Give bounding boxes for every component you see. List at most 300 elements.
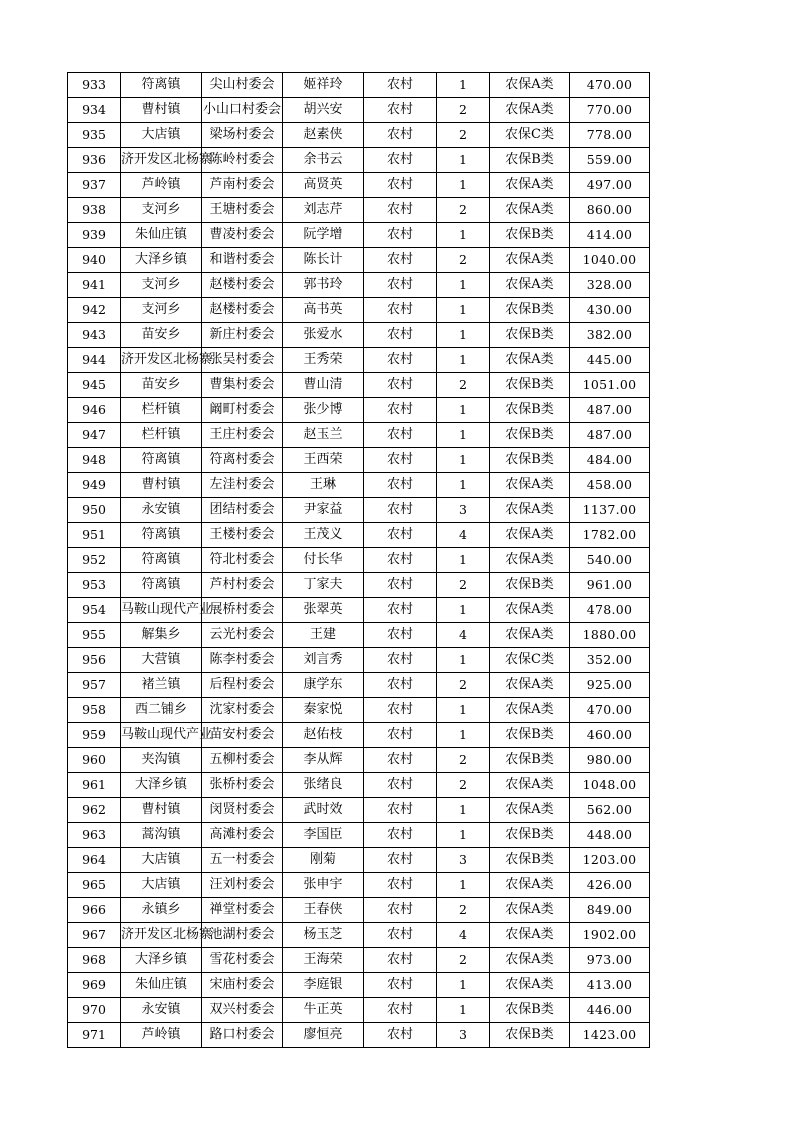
- amount-cell: 559.00: [570, 148, 650, 173]
- township-cell: 支河乡: [121, 273, 202, 298]
- amount-cell: 470.00: [570, 73, 650, 98]
- household-size-cell: 4: [437, 523, 490, 548]
- household-type-cell: 农村: [364, 473, 437, 498]
- township-cell: 永安镇: [121, 998, 202, 1023]
- household-type-cell: 农村: [364, 748, 437, 773]
- insurance-category-cell: 农保B类: [490, 723, 570, 748]
- table-row: [68, 98, 650, 123]
- insurance-category-cell: 农保A类: [490, 673, 570, 698]
- household-type-cell: 农村: [364, 273, 437, 298]
- recipient-name-cell: 曹山清: [283, 373, 364, 398]
- household-size-cell: 1: [437, 473, 490, 498]
- village-committee-cell: 符北村委会: [202, 548, 283, 573]
- recipient-name-cell: 王海荣: [283, 948, 364, 973]
- recipient-name-cell: 杨玉芝: [283, 923, 364, 948]
- serial-number-cell: 966: [68, 898, 121, 923]
- household-size-cell: 2: [437, 573, 490, 598]
- insurance-category-cell: 农保A类: [490, 173, 570, 198]
- township-cell: 朱仙庄镇: [121, 973, 202, 998]
- household-size-cell: 4: [437, 923, 490, 948]
- township-cell: 芦岭镇: [121, 173, 202, 198]
- household-type-cell: 农村: [364, 423, 437, 448]
- village-committee-cell: 尖山村委会: [202, 73, 283, 98]
- serial-number-cell: 950: [68, 498, 121, 523]
- serial-number-cell: 938: [68, 198, 121, 223]
- village-committee-cell: 陈岭村委会: [202, 148, 283, 173]
- recipient-name-cell: 高贤英: [283, 173, 364, 198]
- serial-number-cell: 933: [68, 73, 121, 98]
- household-type-cell: 农村: [364, 498, 437, 523]
- insurance-category-cell: 农保B类: [490, 423, 570, 448]
- recipient-name-cell: 张绪良: [283, 773, 364, 798]
- insurance-category-cell: 农保A类: [490, 598, 570, 623]
- table-row: [68, 148, 650, 173]
- township-cell: 西二铺乡: [121, 698, 202, 723]
- relief-roster-table: [67, 72, 650, 1048]
- amount-cell: 328.00: [570, 273, 650, 298]
- table-row: [68, 848, 650, 873]
- household-type-cell: 农村: [364, 73, 437, 98]
- amount-cell: 1048.00: [570, 773, 650, 798]
- village-committee-cell: 雪花村委会: [202, 948, 283, 973]
- township-cell: 马鞍山现代产业: [121, 598, 202, 623]
- recipient-name-cell: 王西荣: [283, 448, 364, 473]
- amount-cell: 478.00: [570, 598, 650, 623]
- recipient-name-cell: 刘志芹: [283, 198, 364, 223]
- amount-cell: 849.00: [570, 898, 650, 923]
- township-cell: 符离镇: [121, 573, 202, 598]
- table-row: [68, 798, 650, 823]
- insurance-category-cell: 农保A类: [490, 273, 570, 298]
- recipient-name-cell: 张少博: [283, 398, 364, 423]
- household-type-cell: 农村: [364, 248, 437, 273]
- serial-number-cell: 967: [68, 923, 121, 948]
- household-size-cell: 2: [437, 948, 490, 973]
- serial-number-cell: 965: [68, 873, 121, 898]
- township-cell: 符离镇: [121, 448, 202, 473]
- recipient-name-cell: 王春侠: [283, 898, 364, 923]
- household-size-cell: 1: [437, 223, 490, 248]
- amount-cell: 413.00: [570, 973, 650, 998]
- amount-cell: 487.00: [570, 398, 650, 423]
- serial-number-cell: 936: [68, 148, 121, 173]
- household-size-cell: 1: [437, 973, 490, 998]
- insurance-category-cell: 农保A类: [490, 498, 570, 523]
- village-committee-cell: 沈家村委会: [202, 698, 283, 723]
- village-committee-cell: 赵楼村委会: [202, 273, 283, 298]
- serial-number-cell: 934: [68, 98, 121, 123]
- recipient-name-cell: 尹家益: [283, 498, 364, 523]
- serial-number-cell: 960: [68, 748, 121, 773]
- household-type-cell: 农村: [364, 698, 437, 723]
- insurance-category-cell: 农保A类: [490, 623, 570, 648]
- serial-number-cell: 953: [68, 573, 121, 598]
- amount-cell: 980.00: [570, 748, 650, 773]
- township-cell: 蒿沟镇: [121, 823, 202, 848]
- household-size-cell: 1: [437, 698, 490, 723]
- household-type-cell: 农村: [364, 673, 437, 698]
- serial-number-cell: 952: [68, 548, 121, 573]
- recipient-name-cell: 郭书玲: [283, 273, 364, 298]
- household-size-cell: 1: [437, 723, 490, 748]
- table-row: [68, 373, 650, 398]
- household-size-cell: 1: [437, 423, 490, 448]
- table-row: [68, 223, 650, 248]
- village-committee-cell: 符离村委会: [202, 448, 283, 473]
- insurance-category-cell: 农保A类: [490, 898, 570, 923]
- household-type-cell: 农村: [364, 223, 437, 248]
- village-committee-cell: 高滩村委会: [202, 823, 283, 848]
- household-type-cell: 农村: [364, 323, 437, 348]
- recipient-name-cell: 秦家悦: [283, 698, 364, 723]
- village-committee-cell: 张桥村委会: [202, 773, 283, 798]
- household-type-cell: 农村: [364, 448, 437, 473]
- township-cell: 曹村镇: [121, 98, 202, 123]
- township-cell: 永安镇: [121, 498, 202, 523]
- table-row: [68, 73, 650, 98]
- recipient-name-cell: 余书云: [283, 148, 364, 173]
- table-row: [68, 998, 650, 1023]
- amount-cell: 445.00: [570, 348, 650, 373]
- household-type-cell: 农村: [364, 348, 437, 373]
- village-committee-cell: 云光村委会: [202, 623, 283, 648]
- household-type-cell: 农村: [364, 573, 437, 598]
- table-row: [68, 273, 650, 298]
- amount-cell: 770.00: [570, 98, 650, 123]
- serial-number-cell: 939: [68, 223, 121, 248]
- recipient-name-cell: 王秀荣: [283, 348, 364, 373]
- recipient-name-cell: 张翠英: [283, 598, 364, 623]
- household-size-cell: 2: [437, 673, 490, 698]
- table-row: [68, 573, 650, 598]
- insurance-category-cell: 农保A类: [490, 248, 570, 273]
- amount-cell: 458.00: [570, 473, 650, 498]
- insurance-category-cell: 农保A类: [490, 948, 570, 973]
- village-committee-cell: 展桥村委会: [202, 598, 283, 623]
- serial-number-cell: 954: [68, 598, 121, 623]
- amount-cell: 1040.00: [570, 248, 650, 273]
- recipient-name-cell: 王建: [283, 623, 364, 648]
- recipient-name-cell: 阮学增: [283, 223, 364, 248]
- table-row: [68, 173, 650, 198]
- recipient-name-cell: 刚菊: [283, 848, 364, 873]
- recipient-name-cell: 赵佑枝: [283, 723, 364, 748]
- serial-number-cell: 963: [68, 823, 121, 848]
- table-row: [68, 323, 650, 348]
- household-size-cell: 3: [437, 1023, 490, 1048]
- serial-number-cell: 962: [68, 798, 121, 823]
- village-committee-cell: 陈李村委会: [202, 648, 283, 673]
- insurance-category-cell: 农保B类: [490, 848, 570, 873]
- household-size-cell: 4: [437, 623, 490, 648]
- insurance-category-cell: 农保B类: [490, 323, 570, 348]
- household-type-cell: 农村: [364, 648, 437, 673]
- recipient-name-cell: 王茂义: [283, 523, 364, 548]
- household-size-cell: 2: [437, 123, 490, 148]
- household-size-cell: 1: [437, 173, 490, 198]
- table-row: [68, 398, 650, 423]
- household-size-cell: 2: [437, 773, 490, 798]
- recipient-name-cell: 武时效: [283, 798, 364, 823]
- insurance-category-cell: 农保A类: [490, 698, 570, 723]
- insurance-category-cell: 农保A类: [490, 973, 570, 998]
- township-cell: 济开发区北杨寨: [121, 348, 202, 373]
- recipient-name-cell: 李从辉: [283, 748, 364, 773]
- household-type-cell: 农村: [364, 873, 437, 898]
- table-row: [68, 123, 650, 148]
- serial-number-cell: 945: [68, 373, 121, 398]
- household-size-cell: 1: [437, 648, 490, 673]
- household-size-cell: 1: [437, 298, 490, 323]
- village-committee-cell: 闵贤村委会: [202, 798, 283, 823]
- household-type-cell: 农村: [364, 373, 437, 398]
- village-committee-cell: 曹凌村委会: [202, 223, 283, 248]
- amount-cell: 1137.00: [570, 498, 650, 523]
- village-committee-cell: 小山口村委会: [202, 98, 283, 123]
- serial-number-cell: 958: [68, 698, 121, 723]
- township-cell: 大泽乡镇: [121, 948, 202, 973]
- township-cell: 夹沟镇: [121, 748, 202, 773]
- amount-cell: 1423.00: [570, 1023, 650, 1048]
- serial-number-cell: 970: [68, 998, 121, 1023]
- household-size-cell: 1: [437, 548, 490, 573]
- amount-cell: 1051.00: [570, 373, 650, 398]
- serial-number-cell: 946: [68, 398, 121, 423]
- village-committee-cell: 禅堂村委会: [202, 898, 283, 923]
- amount-cell: 973.00: [570, 948, 650, 973]
- serial-number-cell: 956: [68, 648, 121, 673]
- table-row: [68, 948, 650, 973]
- insurance-category-cell: 农保B类: [490, 298, 570, 323]
- recipient-name-cell: 王琳: [283, 473, 364, 498]
- serial-number-cell: 968: [68, 948, 121, 973]
- village-committee-cell: 宋庙村委会: [202, 973, 283, 998]
- household-size-cell: 2: [437, 198, 490, 223]
- village-committee-cell: 左洼村委会: [202, 473, 283, 498]
- village-committee-cell: 新庄村委会: [202, 323, 283, 348]
- amount-cell: 426.00: [570, 873, 650, 898]
- household-type-cell: 农村: [364, 773, 437, 798]
- township-cell: 大店镇: [121, 873, 202, 898]
- recipient-name-cell: 高书英: [283, 298, 364, 323]
- insurance-category-cell: 农保B类: [490, 823, 570, 848]
- amount-cell: 961.00: [570, 573, 650, 598]
- amount-cell: 484.00: [570, 448, 650, 473]
- township-cell: 符离镇: [121, 73, 202, 98]
- insurance-category-cell: 农保A类: [490, 198, 570, 223]
- household-type-cell: 农村: [364, 623, 437, 648]
- amount-cell: 430.00: [570, 298, 650, 323]
- household-type-cell: 农村: [364, 973, 437, 998]
- household-size-cell: 2: [437, 748, 490, 773]
- recipient-name-cell: 陈长计: [283, 248, 364, 273]
- household-size-cell: 1: [437, 73, 490, 98]
- village-committee-cell: 赵楼村委会: [202, 298, 283, 323]
- table-row: [68, 648, 650, 673]
- household-size-cell: 1: [437, 323, 490, 348]
- serial-number-cell: 971: [68, 1023, 121, 1048]
- insurance-category-cell: 农保A类: [490, 548, 570, 573]
- township-cell: 大泽乡镇: [121, 773, 202, 798]
- household-type-cell: 农村: [364, 723, 437, 748]
- insurance-category-cell: 农保B类: [490, 1023, 570, 1048]
- table-row: [68, 898, 650, 923]
- township-cell: 朱仙庄镇: [121, 223, 202, 248]
- serial-number-cell: 937: [68, 173, 121, 198]
- insurance-category-cell: 农保B类: [490, 373, 570, 398]
- insurance-category-cell: 农保B类: [490, 998, 570, 1023]
- insurance-category-cell: 农保B类: [490, 448, 570, 473]
- table-row: [68, 623, 650, 648]
- household-size-cell: 1: [437, 273, 490, 298]
- township-cell: 曹村镇: [121, 473, 202, 498]
- serial-number-cell: 957: [68, 673, 121, 698]
- township-cell: 栏杆镇: [121, 423, 202, 448]
- village-committee-cell: 曹集村委会: [202, 373, 283, 398]
- township-cell: 褚兰镇: [121, 673, 202, 698]
- recipient-name-cell: 胡兴安: [283, 98, 364, 123]
- household-type-cell: 农村: [364, 98, 437, 123]
- household-type-cell: 农村: [364, 823, 437, 848]
- household-size-cell: 2: [437, 248, 490, 273]
- insurance-category-cell: 农保A类: [490, 923, 570, 948]
- household-type-cell: 农村: [364, 798, 437, 823]
- table-row: [68, 923, 650, 948]
- table-row: [68, 523, 650, 548]
- serial-number-cell: 955: [68, 623, 121, 648]
- recipient-name-cell: 姬祥玲: [283, 73, 364, 98]
- insurance-category-cell: 农保A类: [490, 473, 570, 498]
- household-type-cell: 农村: [364, 1023, 437, 1048]
- table-row: [68, 698, 650, 723]
- household-type-cell: 农村: [364, 123, 437, 148]
- township-cell: 永镇乡: [121, 898, 202, 923]
- insurance-category-cell: 农保A类: [490, 873, 570, 898]
- recipient-name-cell: 廖恒亮: [283, 1023, 364, 1048]
- recipient-name-cell: 付长华: [283, 548, 364, 573]
- table-row: [68, 823, 650, 848]
- recipient-name-cell: 丁家夫: [283, 573, 364, 598]
- table-row: [68, 423, 650, 448]
- amount-cell: 1203.00: [570, 848, 650, 873]
- insurance-category-cell: 农保A类: [490, 73, 570, 98]
- village-committee-cell: 后程村委会: [202, 673, 283, 698]
- table-row: [68, 473, 650, 498]
- household-size-cell: 1: [437, 348, 490, 373]
- amount-cell: 487.00: [570, 423, 650, 448]
- insurance-category-cell: 农保B类: [490, 573, 570, 598]
- village-committee-cell: 王庄村委会: [202, 423, 283, 448]
- amount-cell: 446.00: [570, 998, 650, 1023]
- serial-number-cell: 949: [68, 473, 121, 498]
- household-size-cell: 1: [437, 798, 490, 823]
- insurance-category-cell: 农保A类: [490, 773, 570, 798]
- household-size-cell: 2: [437, 98, 490, 123]
- amount-cell: 562.00: [570, 798, 650, 823]
- household-size-cell: 1: [437, 448, 490, 473]
- township-cell: 栏杆镇: [121, 398, 202, 423]
- serial-number-cell: 944: [68, 348, 121, 373]
- household-type-cell: 农村: [364, 523, 437, 548]
- table-row: [68, 723, 650, 748]
- household-type-cell: 农村: [364, 398, 437, 423]
- household-type-cell: 农村: [364, 598, 437, 623]
- village-committee-cell: 梁场村委会: [202, 123, 283, 148]
- village-committee-cell: 芦村村委会: [202, 573, 283, 598]
- household-type-cell: 农村: [364, 848, 437, 873]
- serial-number-cell: 942: [68, 298, 121, 323]
- household-type-cell: 农村: [364, 898, 437, 923]
- table-row: [68, 298, 650, 323]
- table-row: [68, 773, 650, 798]
- recipient-name-cell: 刘言秀: [283, 648, 364, 673]
- township-cell: 支河乡: [121, 198, 202, 223]
- village-committee-cell: 和谐村委会: [202, 248, 283, 273]
- amount-cell: 352.00: [570, 648, 650, 673]
- township-cell: 苗安乡: [121, 373, 202, 398]
- serial-number-cell: 961: [68, 773, 121, 798]
- village-committee-cell: 团结村委会: [202, 498, 283, 523]
- village-committee-cell: 双兴村委会: [202, 998, 283, 1023]
- township-cell: 符离镇: [121, 523, 202, 548]
- township-cell: 济开发区北杨寨: [121, 923, 202, 948]
- township-cell: 大泽乡镇: [121, 248, 202, 273]
- township-cell: 曹村镇: [121, 798, 202, 823]
- insurance-category-cell: 农保C类: [490, 123, 570, 148]
- serial-number-cell: 947: [68, 423, 121, 448]
- household-size-cell: 3: [437, 848, 490, 873]
- table-row: [68, 673, 650, 698]
- household-size-cell: 1: [437, 998, 490, 1023]
- household-size-cell: 2: [437, 898, 490, 923]
- insurance-category-cell: 农保C类: [490, 648, 570, 673]
- serial-number-cell: 943: [68, 323, 121, 348]
- recipient-name-cell: 康学东: [283, 673, 364, 698]
- recipient-name-cell: 李国臣: [283, 823, 364, 848]
- serial-number-cell: 948: [68, 448, 121, 473]
- serial-number-cell: 959: [68, 723, 121, 748]
- insurance-category-cell: 农保B类: [490, 748, 570, 773]
- serial-number-cell: 940: [68, 248, 121, 273]
- table-row: [68, 1023, 650, 1048]
- table-body: [68, 73, 650, 1048]
- recipient-name-cell: 赵玉兰: [283, 423, 364, 448]
- village-committee-cell: 池湖村委会: [202, 923, 283, 948]
- serial-number-cell: 935: [68, 123, 121, 148]
- household-size-cell: 1: [437, 148, 490, 173]
- insurance-category-cell: 农保A类: [490, 798, 570, 823]
- township-cell: 济开发区北杨寨: [121, 148, 202, 173]
- amount-cell: 1880.00: [570, 623, 650, 648]
- serial-number-cell: 964: [68, 848, 121, 873]
- household-size-cell: 1: [437, 598, 490, 623]
- township-cell: 芦岭镇: [121, 1023, 202, 1048]
- amount-cell: 470.00: [570, 698, 650, 723]
- insurance-category-cell: 农保B类: [490, 148, 570, 173]
- amount-cell: 1782.00: [570, 523, 650, 548]
- amount-cell: 448.00: [570, 823, 650, 848]
- household-size-cell: 1: [437, 398, 490, 423]
- amount-cell: 860.00: [570, 198, 650, 223]
- amount-cell: 540.00: [570, 548, 650, 573]
- township-cell: 马鞍山现代产业: [121, 723, 202, 748]
- township-cell: 大营镇: [121, 648, 202, 673]
- insurance-category-cell: 农保B类: [490, 398, 570, 423]
- table-row: [68, 498, 650, 523]
- village-committee-cell: 汪刘村委会: [202, 873, 283, 898]
- insurance-category-cell: 农保A类: [490, 348, 570, 373]
- village-committee-cell: 张吴村委会: [202, 348, 283, 373]
